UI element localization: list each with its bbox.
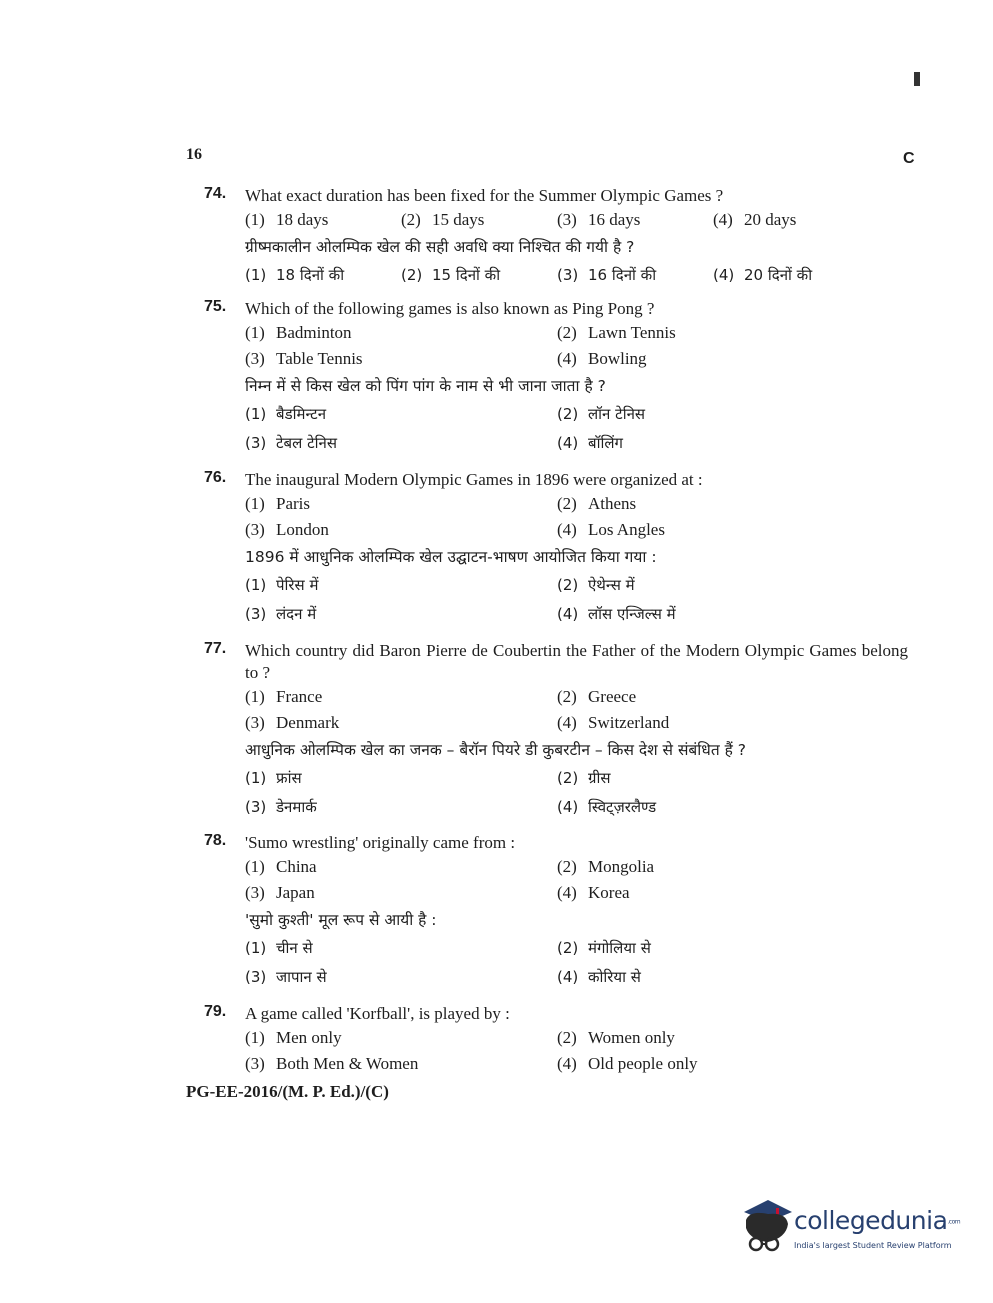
question-text-hindi: निम्न में से किस खेल को पिंग पांग के नाम से भी जाना जाता है ? — [245, 377, 606, 395]
option-2: (2) Mongolia — [557, 857, 655, 876]
option-1: (1) Badminton — [245, 323, 352, 342]
option-4-hindi: (4) कोरिया से — [557, 968, 641, 986]
option-2: (2) Greece — [557, 687, 637, 706]
option-1-hindi: (1) फ्रांस — [245, 769, 302, 787]
option-2-hindi: (2) लॉन टेनिस — [557, 405, 646, 423]
option-2: (2) Lawn Tennis — [557, 323, 676, 342]
question-number: 75. — [204, 298, 227, 315]
option-1: (1) Paris — [245, 494, 310, 513]
option-4: (4) Los Angles — [557, 520, 665, 539]
option-1-hindi: (1) बैडमिन्टन — [245, 405, 327, 423]
option-3-hindi: (3) लंदन में — [245, 605, 317, 623]
set-code: C — [903, 150, 915, 167]
option-3-hindi: (3) डेनमार्क — [245, 798, 317, 816]
page-number: 16 — [186, 146, 202, 163]
question-text-hindi: आधुनिक ओलम्पिक खेल का जनक – बैरॉन पियरे डी कुबरटीन – किस देश से संबंधित हैं ? — [245, 741, 746, 759]
question-74 — [204, 185, 914, 290]
options — [245, 854, 914, 906]
option-1: (1) France — [245, 687, 323, 706]
option-2: (2) 15 days — [401, 210, 485, 229]
question-text: What exact duration has been fixed for the Summer Olympic Games ? — [245, 186, 724, 205]
option-1-hindi: (1) पेरिस में — [245, 576, 319, 594]
option-2-hindi: (2) मंगोलिया से — [557, 939, 651, 957]
mascot-icon — [738, 1198, 794, 1258]
options — [245, 491, 914, 543]
question-text-hindi: 1896 में आधुनिक ओलम्पिक खेल उद्घाटन-भाषण आयोजित किया गया : — [245, 548, 657, 566]
option-4: (4) 20 days — [713, 210, 797, 229]
question-text: 'Sumo wrestling' originally came from : — [245, 833, 516, 852]
option-4-hindi: (4) बॉलिंग — [557, 434, 623, 452]
option-1: (1) China — [245, 857, 317, 876]
option-2-hindi: (2) 15 दिनों की — [401, 266, 501, 284]
option-3-hindi: (3) टेबल टेनिस — [245, 434, 337, 452]
question-78 — [204, 832, 914, 992]
option-2: (2) Women only — [557, 1028, 675, 1047]
option-3: (3) Japan — [245, 883, 315, 902]
options-hindi — [245, 571, 914, 629]
options-hindi — [245, 400, 914, 458]
option-3: (3) Table Tennis — [245, 349, 363, 368]
options — [245, 1025, 914, 1077]
option-1: (1) Men only — [245, 1028, 342, 1047]
options — [245, 684, 914, 736]
question-75 — [204, 298, 914, 458]
question-number: 79. — [204, 1003, 227, 1020]
question-number: 77. — [204, 640, 227, 657]
option-3-hindi: (3) जापान से — [245, 968, 327, 986]
logo-wordmark: collegedunia.com — [794, 1206, 961, 1235]
question-text: The inaugural Modern Olympic Games in 1896 were organized at : — [245, 470, 703, 489]
option-3-hindi: (3) 16 दिनों की — [557, 266, 657, 284]
question-76 — [204, 469, 914, 629]
option-2: (2) Athens — [557, 494, 637, 513]
question-text: A game called 'Korfball', is played by : — [245, 1004, 510, 1023]
corner-mark — [914, 72, 920, 86]
option-1-hindi: (1) 18 दिनों की — [245, 266, 345, 284]
question-79 — [204, 1003, 914, 1077]
options-hindi — [245, 261, 914, 290]
question-text-hindi: 'सुमो कुश्ती' मूल रूप से आयी है : — [245, 911, 437, 929]
option-2-hindi: (2) ऐथेन्स में — [557, 576, 635, 594]
question-number: 78. — [204, 832, 227, 849]
question-text: Which of the following games is also known as Ping Pong ? — [245, 299, 655, 318]
option-3: (3) Both Men & Women — [245, 1054, 419, 1073]
option-4: (4) Bowling — [557, 349, 647, 368]
option-3: (3) Denmark — [245, 713, 340, 732]
options-hindi — [245, 934, 914, 992]
option-3: (3) London — [245, 520, 329, 539]
logo-tagline: India's largest Student Review Platform — [794, 1241, 952, 1250]
option-1: (1) 18 days — [245, 210, 329, 229]
option-4-hindi: (4) लॉस एन्जिल्स में — [557, 605, 676, 623]
question-77 — [204, 640, 914, 822]
paper-code: PG-EE-2016/(M. P. Ed.)/(C) — [186, 1082, 389, 1101]
option-1-hindi: (1) चीन से — [245, 939, 313, 957]
options-hindi — [245, 764, 914, 822]
option-4-hindi: (4) 20 दिनों की — [713, 266, 813, 284]
question-number: 76. — [204, 469, 227, 486]
question-text-hindi: ग्रीष्मकालीन ओलम्पिक खेल की सही अवधि क्या निश्चित की गयी है ? — [245, 238, 635, 256]
question-text: Which country did Baron Pierre de Coubertin the Father of the Modern Olympic Games belong to ? — [245, 641, 908, 682]
question-number: 74. — [204, 185, 227, 202]
option-4: (4) Korea — [557, 883, 630, 902]
collegedunia-logo — [738, 1198, 962, 1258]
option-4-hindi: (4) स्विट्ज़रलैण्ड — [557, 798, 657, 816]
option-4: (4) Switzerland — [557, 713, 670, 732]
options — [245, 320, 914, 372]
option-3: (3) 16 days — [557, 210, 641, 229]
option-2-hindi: (2) ग्रीस — [557, 769, 611, 787]
options — [245, 207, 914, 233]
option-4: (4) Old people only — [557, 1054, 698, 1073]
